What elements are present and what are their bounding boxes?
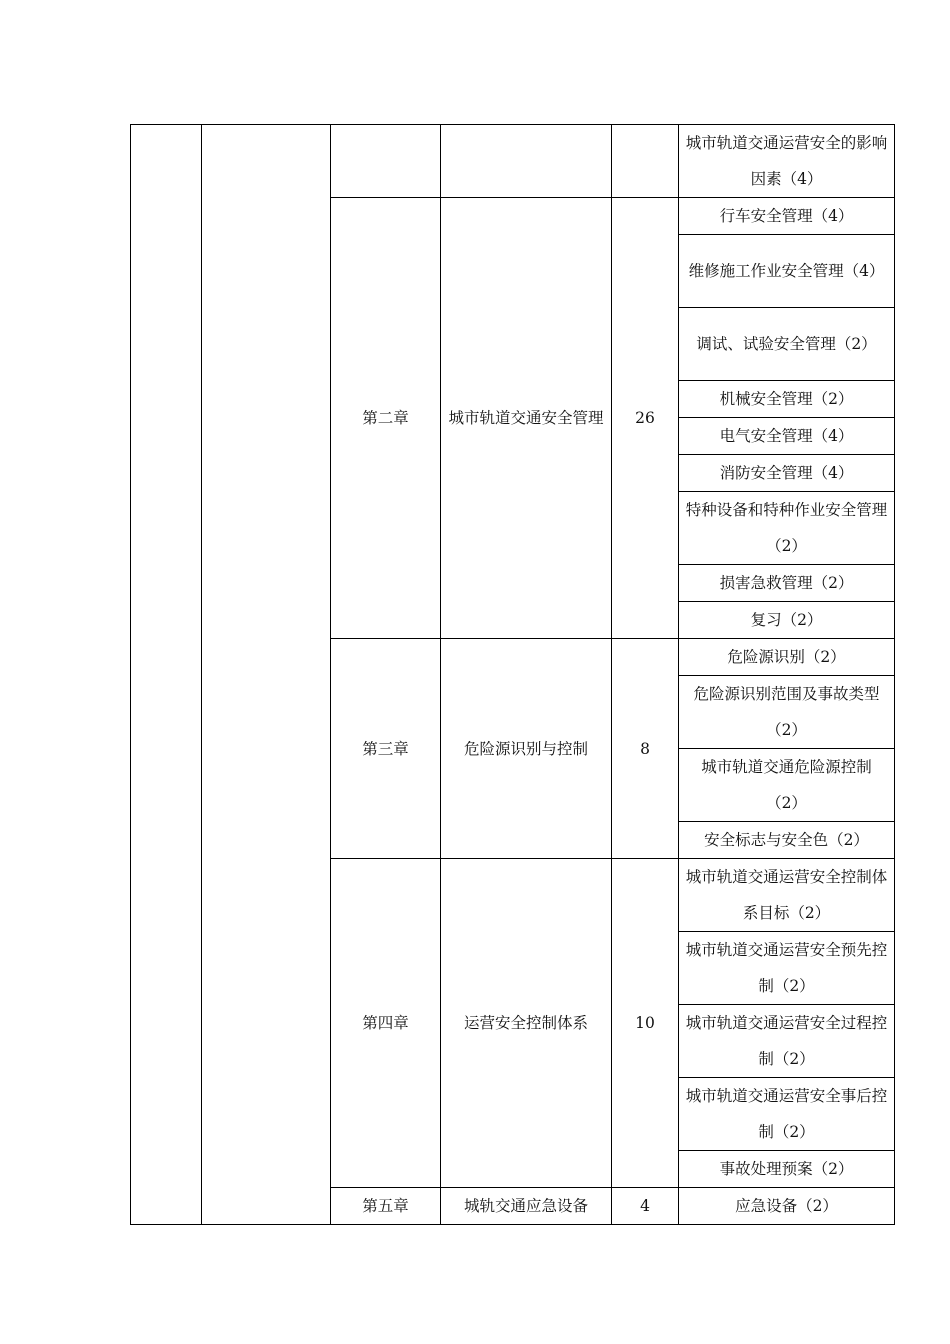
- chapter-name-cell: [441, 1188, 612, 1225]
- topic-cell: 应急设备（2）: [679, 1188, 895, 1225]
- topic-cell: 城市轨道交通运营安全预先控制（2）: [679, 932, 895, 1005]
- chapter-name: 城市轨道交通安全管理: [448, 409, 604, 427]
- chapter-cell: 第二章: [331, 198, 441, 639]
- topic-cell: 城市轨道交通运营安全过程控制（2）: [679, 1005, 895, 1078]
- topic-cell: 特种设备和特种作业安全管理（2）: [679, 492, 895, 565]
- chapter-cell: 第五章: [331, 1188, 441, 1225]
- topic-cell: 安全标志与安全色（2）: [679, 822, 895, 859]
- chapter-name: 城轨交通应急设备: [463, 1197, 588, 1215]
- hours-cell: 4: [612, 1188, 679, 1225]
- chapter-name-cell: [441, 859, 612, 1188]
- topic-cell: 调试、试验安全管理（2）: [679, 308, 895, 381]
- topic-cell: 消防安全管理（4）: [679, 455, 895, 492]
- hours-cell: 8: [612, 639, 679, 859]
- topic-cell: 城市轨道交通运营安全控制体系目标（2）: [679, 859, 895, 932]
- hours-cell: 10: [612, 859, 679, 1188]
- chapter-cell: 第四章: [331, 859, 441, 1188]
- chapter-name: 危险源识别与控制: [463, 739, 588, 758]
- chapter-name: 运营安全控制体系: [463, 1014, 588, 1032]
- topic-cell: 复习（2）: [679, 602, 895, 639]
- topic-cell: 危险源识别（2）: [679, 639, 895, 676]
- chapter-name-cell: [441, 639, 612, 859]
- topic-cell: 电气安全管理（4）: [679, 418, 895, 455]
- chapter-name-cell: [441, 125, 612, 198]
- topic-cell: 城市轨道交通运营安全的影响因素（4）: [679, 125, 895, 198]
- chapter-cell: 第三章: [331, 639, 441, 859]
- syllabus-table: [130, 124, 895, 1225]
- hours-cell: [612, 125, 679, 198]
- topic-cell: 维修施工作业安全管理（4）: [679, 235, 895, 308]
- topic-cell: 事故处理预案（2）: [679, 1151, 895, 1188]
- chapter-cell: [331, 125, 441, 198]
- topic-cell: 城市轨道交通危险源控制（2）: [679, 749, 895, 822]
- topic-cell: 危险源识别范围及事故类型（2）: [679, 676, 895, 749]
- blank-column-cell: [131, 125, 202, 1225]
- topic-cell: 损害急救管理（2）: [679, 565, 895, 602]
- chapter-name-cell: [441, 198, 612, 639]
- table-row: [131, 125, 895, 198]
- topic-cell: 城市轨道交通运营安全事后控制（2）: [679, 1078, 895, 1151]
- blank-column-cell: [202, 125, 331, 1225]
- topic-cell: 机械安全管理（2）: [679, 381, 895, 418]
- hours-cell: 26: [612, 198, 679, 639]
- topic-cell: 行车安全管理（4）: [679, 198, 895, 235]
